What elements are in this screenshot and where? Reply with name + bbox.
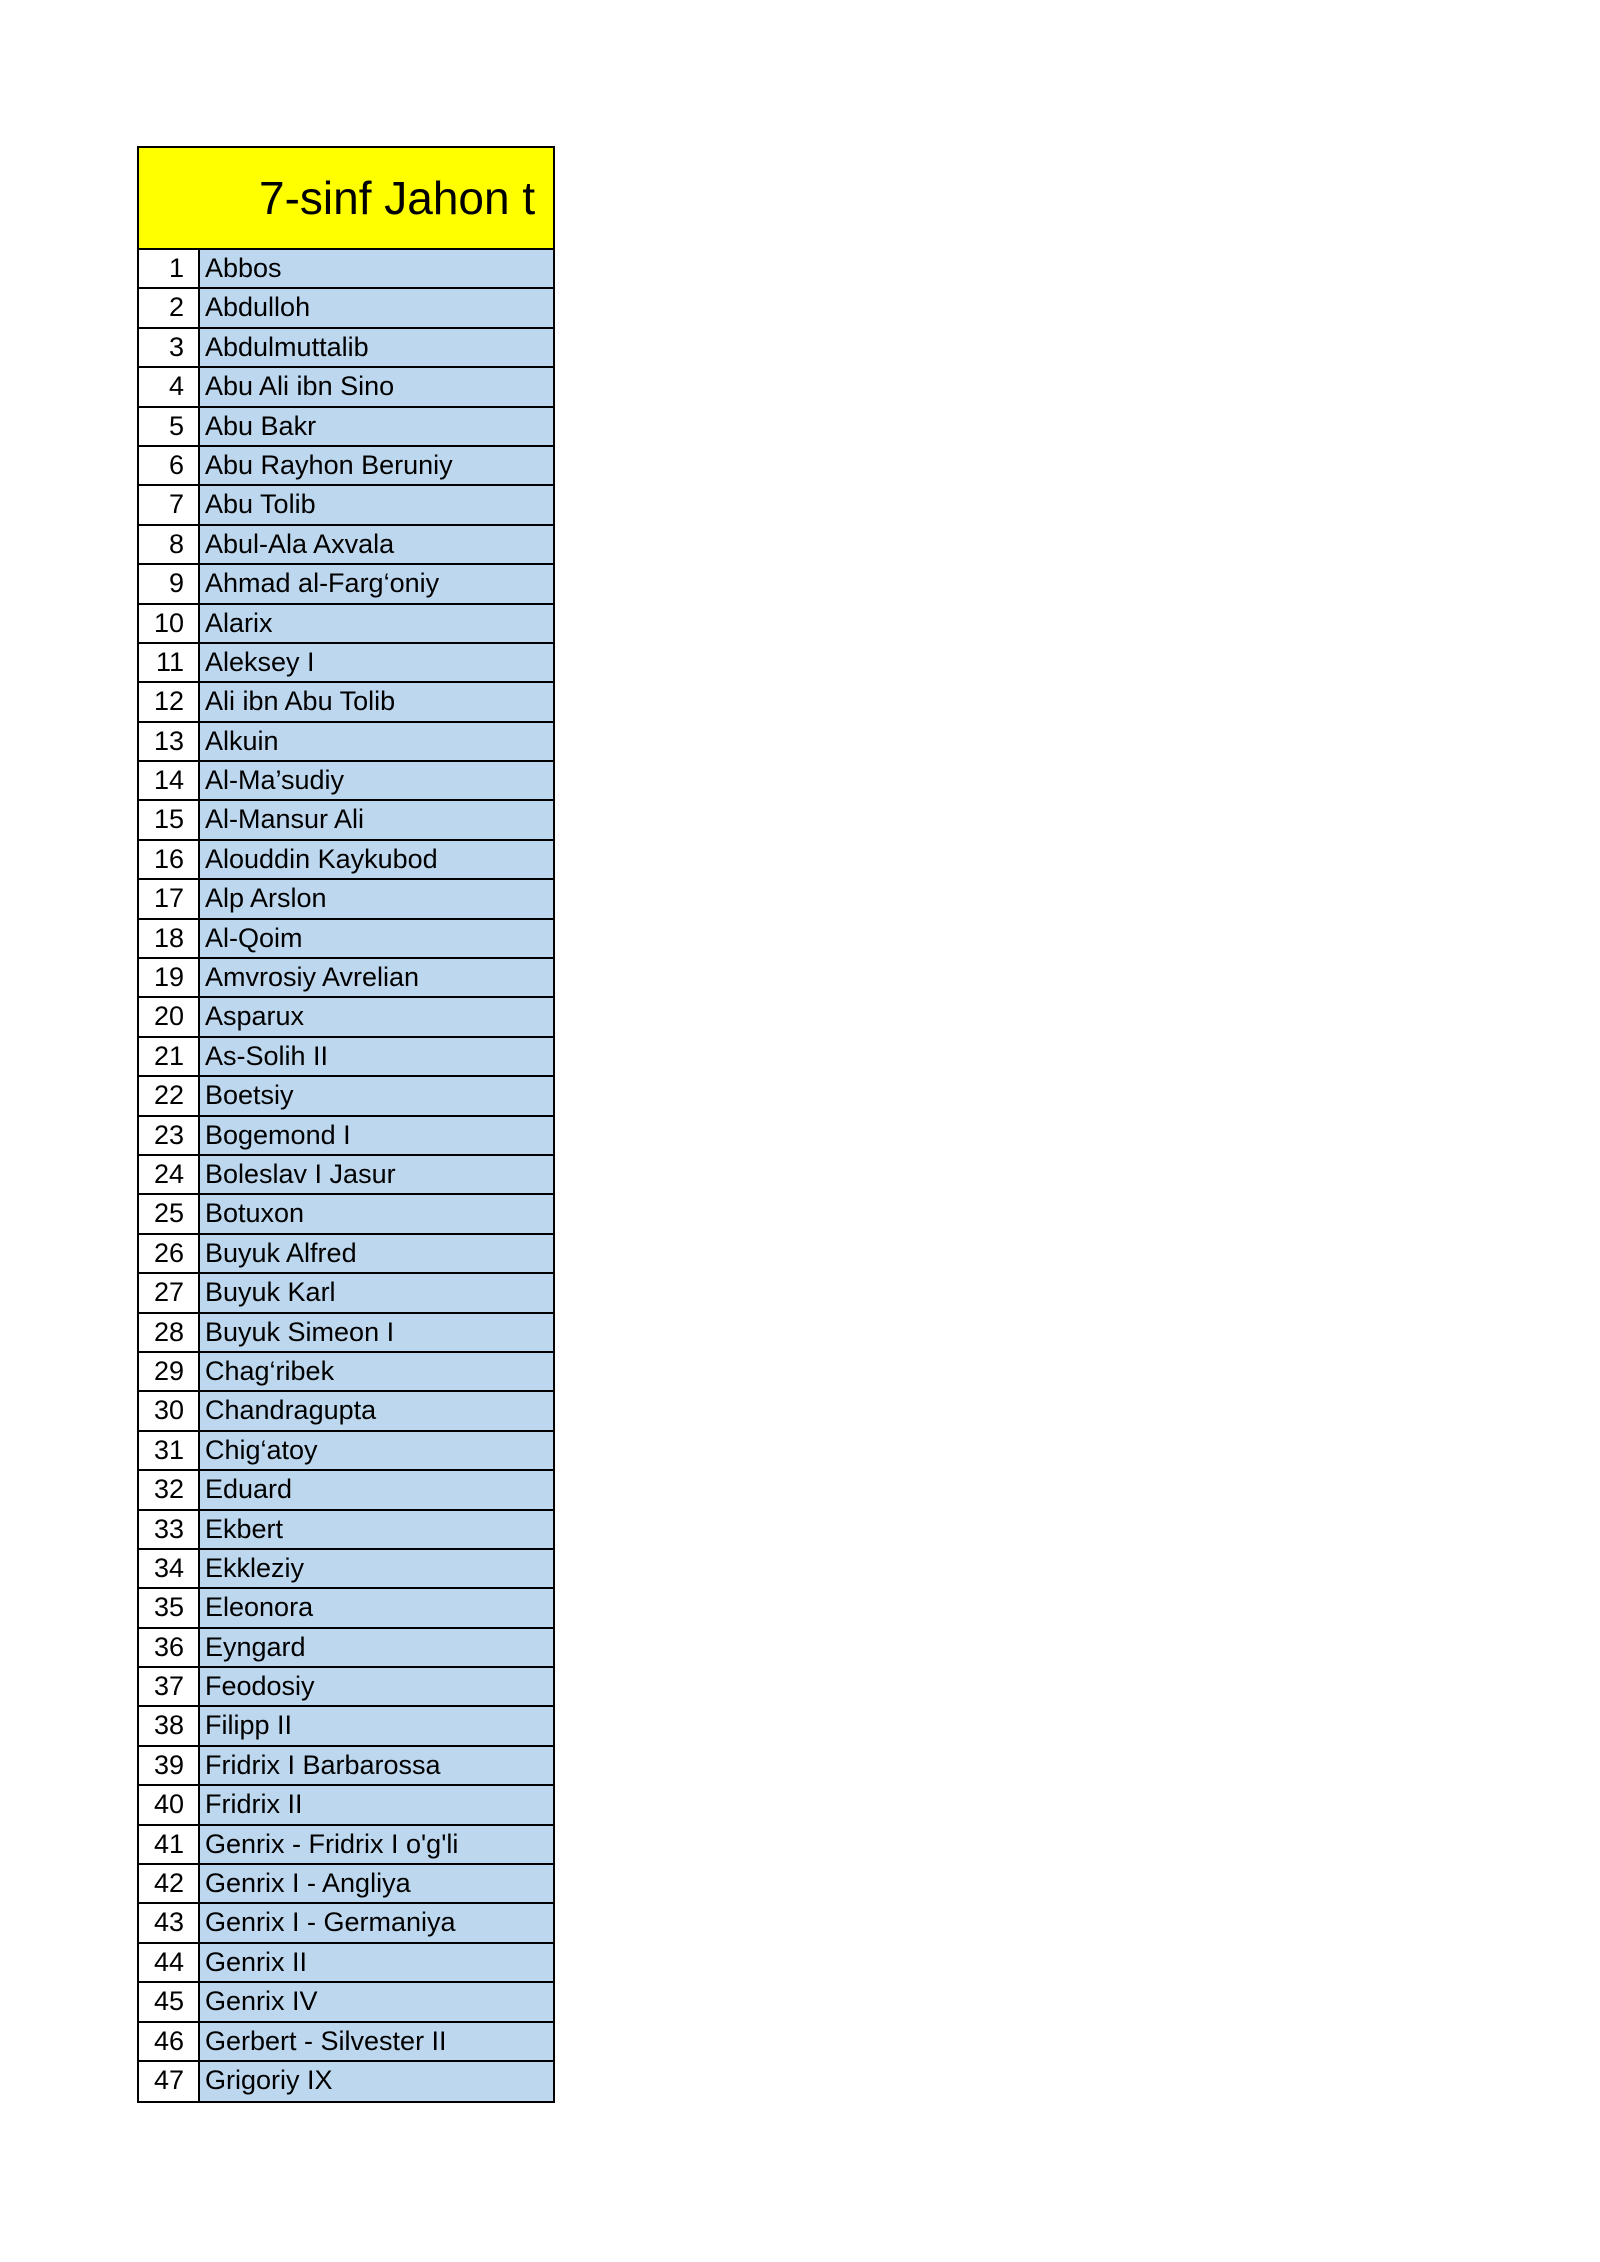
name-cell[interactable]: Alarix [200,605,553,642]
row-number-cell[interactable]: 41 [139,1826,200,1863]
row-number-cell[interactable]: 27 [139,1274,200,1311]
name-cell[interactable]: Abu Rayhon Beruniy [200,447,553,484]
name-cell[interactable]: Grigoriy IX [200,2062,553,2101]
row-number-cell[interactable]: 35 [139,1589,200,1626]
name-cell[interactable]: Al-Qoim [200,920,553,957]
table-row [139,289,553,328]
title-cell[interactable] [139,148,553,250]
spreadsheet-table [137,146,555,2103]
name-cell[interactable]: Aleksey I [200,644,553,681]
name-cell[interactable]: Amvrosiy Avrelian [200,959,553,996]
table-row [139,1747,553,1786]
name-cell[interactable]: Chig‘atoy [200,1432,553,1469]
name-cell[interactable]: Fridrix I Barbarossa [200,1747,553,1784]
row-number-cell[interactable]: 1 [139,250,200,287]
row-number-cell[interactable]: 45 [139,1983,200,2020]
table-row [139,1156,553,1195]
row-number-cell[interactable]: 46 [139,2023,200,2060]
table-row [139,723,553,762]
name-cell[interactable]: Ekbert [200,1511,553,1548]
row-number-cell[interactable]: 29 [139,1353,200,1390]
sheet-title: 7-sinf Jahon t [259,172,536,224]
name-cell[interactable]: Abdulmuttalib [200,329,553,366]
row-number-cell[interactable]: 12 [139,683,200,720]
name-cell[interactable]: Abbos [200,250,553,287]
table-row [139,2062,553,2101]
table-row [139,1865,553,1904]
table-row [139,841,553,880]
row-number-cell[interactable]: 5 [139,408,200,445]
row-number-cell[interactable]: 11 [139,644,200,681]
name-cell[interactable]: Abdulloh [200,289,553,326]
name-cell[interactable]: Feodosiy [200,1668,553,1705]
name-cell[interactable]: Alp Arslon [200,880,553,917]
row-number-cell[interactable]: 25 [139,1195,200,1232]
name-cell[interactable]: Gerbert - Silvester II [200,2023,553,2060]
table-row [139,1432,553,1471]
name-cell[interactable]: Bogemond I [200,1117,553,1154]
name-cell[interactable]: Boleslav I Jasur [200,1156,553,1193]
table-row [139,1274,553,1313]
name-cell[interactable]: Ahmad al-Farg‘oniy [200,565,553,602]
row-number-cell[interactable]: 14 [139,762,200,799]
row-number-cell[interactable]: 36 [139,1629,200,1666]
table-row [139,998,553,1037]
name-cell[interactable]: Eleonora [200,1589,553,1626]
table-row [139,762,553,801]
table-row [139,1629,553,1668]
table-row [139,1904,553,1943]
row-number-cell[interactable]: 15 [139,801,200,838]
row-number-cell[interactable]: 23 [139,1117,200,1154]
name-cell[interactable]: Abu Tolib [200,486,553,523]
row-number-cell[interactable]: 8 [139,526,200,563]
table-row [139,1668,553,1707]
name-cell[interactable]: Buyuk Karl [200,1274,553,1311]
name-cell[interactable]: Abu Ali ibn Sino [200,368,553,405]
name-cell[interactable]: Eyngard [200,1629,553,1666]
table-row [139,1353,553,1392]
row-number-cell[interactable]: 18 [139,920,200,957]
row-number-cell[interactable]: 28 [139,1314,200,1351]
table-row [139,1786,553,1825]
table-row [139,1038,553,1077]
row-number-cell[interactable]: 9 [139,565,200,602]
table-row [139,920,553,959]
name-cell[interactable]: Genrix II [200,1944,553,1981]
name-cell[interactable]: Ali ibn Abu Tolib [200,683,553,720]
row-number-cell[interactable]: 19 [139,959,200,996]
table-row [139,2023,553,2062]
name-cell[interactable]: Boetsiy [200,1077,553,1114]
table-row [139,1077,553,1116]
name-cell[interactable]: Filipp II [200,1707,553,1744]
table-row [139,1195,553,1234]
table-row [139,1550,553,1589]
name-cell[interactable]: Abu Bakr [200,408,553,445]
name-cell[interactable]: Chag‘ribek [200,1353,553,1390]
row-number-cell[interactable]: 31 [139,1432,200,1469]
table-row [139,880,553,919]
table-row [139,1826,553,1865]
row-number-cell[interactable]: 3 [139,329,200,366]
table-row [139,605,553,644]
table-row [139,486,553,525]
table-row [139,447,553,486]
row-number-cell[interactable]: 24 [139,1156,200,1193]
row-number-cell[interactable]: 26 [139,1235,200,1272]
row-number-cell[interactable]: 42 [139,1865,200,1902]
row-number-cell[interactable]: 2 [139,289,200,326]
row-number-cell[interactable]: 17 [139,880,200,917]
name-cell[interactable]: Al-Mansur Ali [200,801,553,838]
name-cell[interactable]: Abul-Ala Axvala [200,526,553,563]
table-row [139,1392,553,1431]
table-row [139,1707,553,1746]
table-row [139,526,553,565]
table-row [139,644,553,683]
name-cell[interactable]: Alouddin Kaykubod [200,841,553,878]
name-cell[interactable]: Buyuk Simeon I [200,1314,553,1351]
table-row [139,368,553,407]
table-row [139,1235,553,1274]
table-row [139,250,553,289]
name-cell[interactable]: Alkuin [200,723,553,760]
row-number-cell[interactable]: 44 [139,1944,200,1981]
table-row [139,1983,553,2022]
row-number-cell[interactable]: 7 [139,486,200,523]
row-number-cell[interactable]: 37 [139,1668,200,1705]
row-number-cell[interactable]: 34 [139,1550,200,1587]
row-number-cell[interactable]: 47 [139,2062,200,2101]
row-number-cell[interactable]: 32 [139,1471,200,1508]
name-cell[interactable]: Genrix I - Germaniya [200,1904,553,1941]
table-row [139,1314,553,1353]
table-row [139,959,553,998]
table-row [139,1944,553,1983]
row-number-cell[interactable]: 38 [139,1707,200,1744]
row-number-cell[interactable]: 4 [139,368,200,405]
row-number-cell[interactable]: 30 [139,1392,200,1429]
name-cell[interactable]: Genrix IV [200,1983,553,2020]
name-cell[interactable]: Eduard [200,1471,553,1508]
table-row [139,408,553,447]
name-cell[interactable]: Fridrix II [200,1786,553,1823]
row-number-cell[interactable]: 20 [139,998,200,1035]
row-number-cell[interactable]: 6 [139,447,200,484]
row-number-cell[interactable]: 10 [139,605,200,642]
name-cell[interactable]: Asparux [200,998,553,1035]
table-body [139,250,553,2101]
table-row [139,565,553,604]
table-row [139,329,553,368]
row-number-cell[interactable]: 16 [139,841,200,878]
name-cell[interactable]: Ekkleziy [200,1550,553,1587]
name-cell[interactable]: Buyuk Alfred [200,1235,553,1272]
table-row [139,1471,553,1510]
row-number-cell[interactable]: 13 [139,723,200,760]
name-cell[interactable]: Chandragupta [200,1392,553,1429]
table-row [139,1589,553,1628]
row-number-cell[interactable]: 43 [139,1904,200,1941]
table-row [139,1117,553,1156]
table-row [139,801,553,840]
row-number-cell[interactable]: 40 [139,1786,200,1823]
name-cell[interactable]: Genrix I - Angliya [200,1865,553,1902]
name-cell[interactable]: Botuxon [200,1195,553,1232]
name-cell[interactable]: As-Solih II [200,1038,553,1075]
row-number-cell[interactable]: 33 [139,1511,200,1548]
table-row [139,1511,553,1550]
name-cell[interactable]: Al-Ma’sudiy [200,762,553,799]
name-cell[interactable]: Genrix - Fridrix I o'g'li [200,1826,553,1863]
table-row [139,683,553,722]
row-number-cell[interactable]: 22 [139,1077,200,1114]
row-number-cell[interactable]: 39 [139,1747,200,1784]
row-number-cell[interactable]: 21 [139,1038,200,1075]
